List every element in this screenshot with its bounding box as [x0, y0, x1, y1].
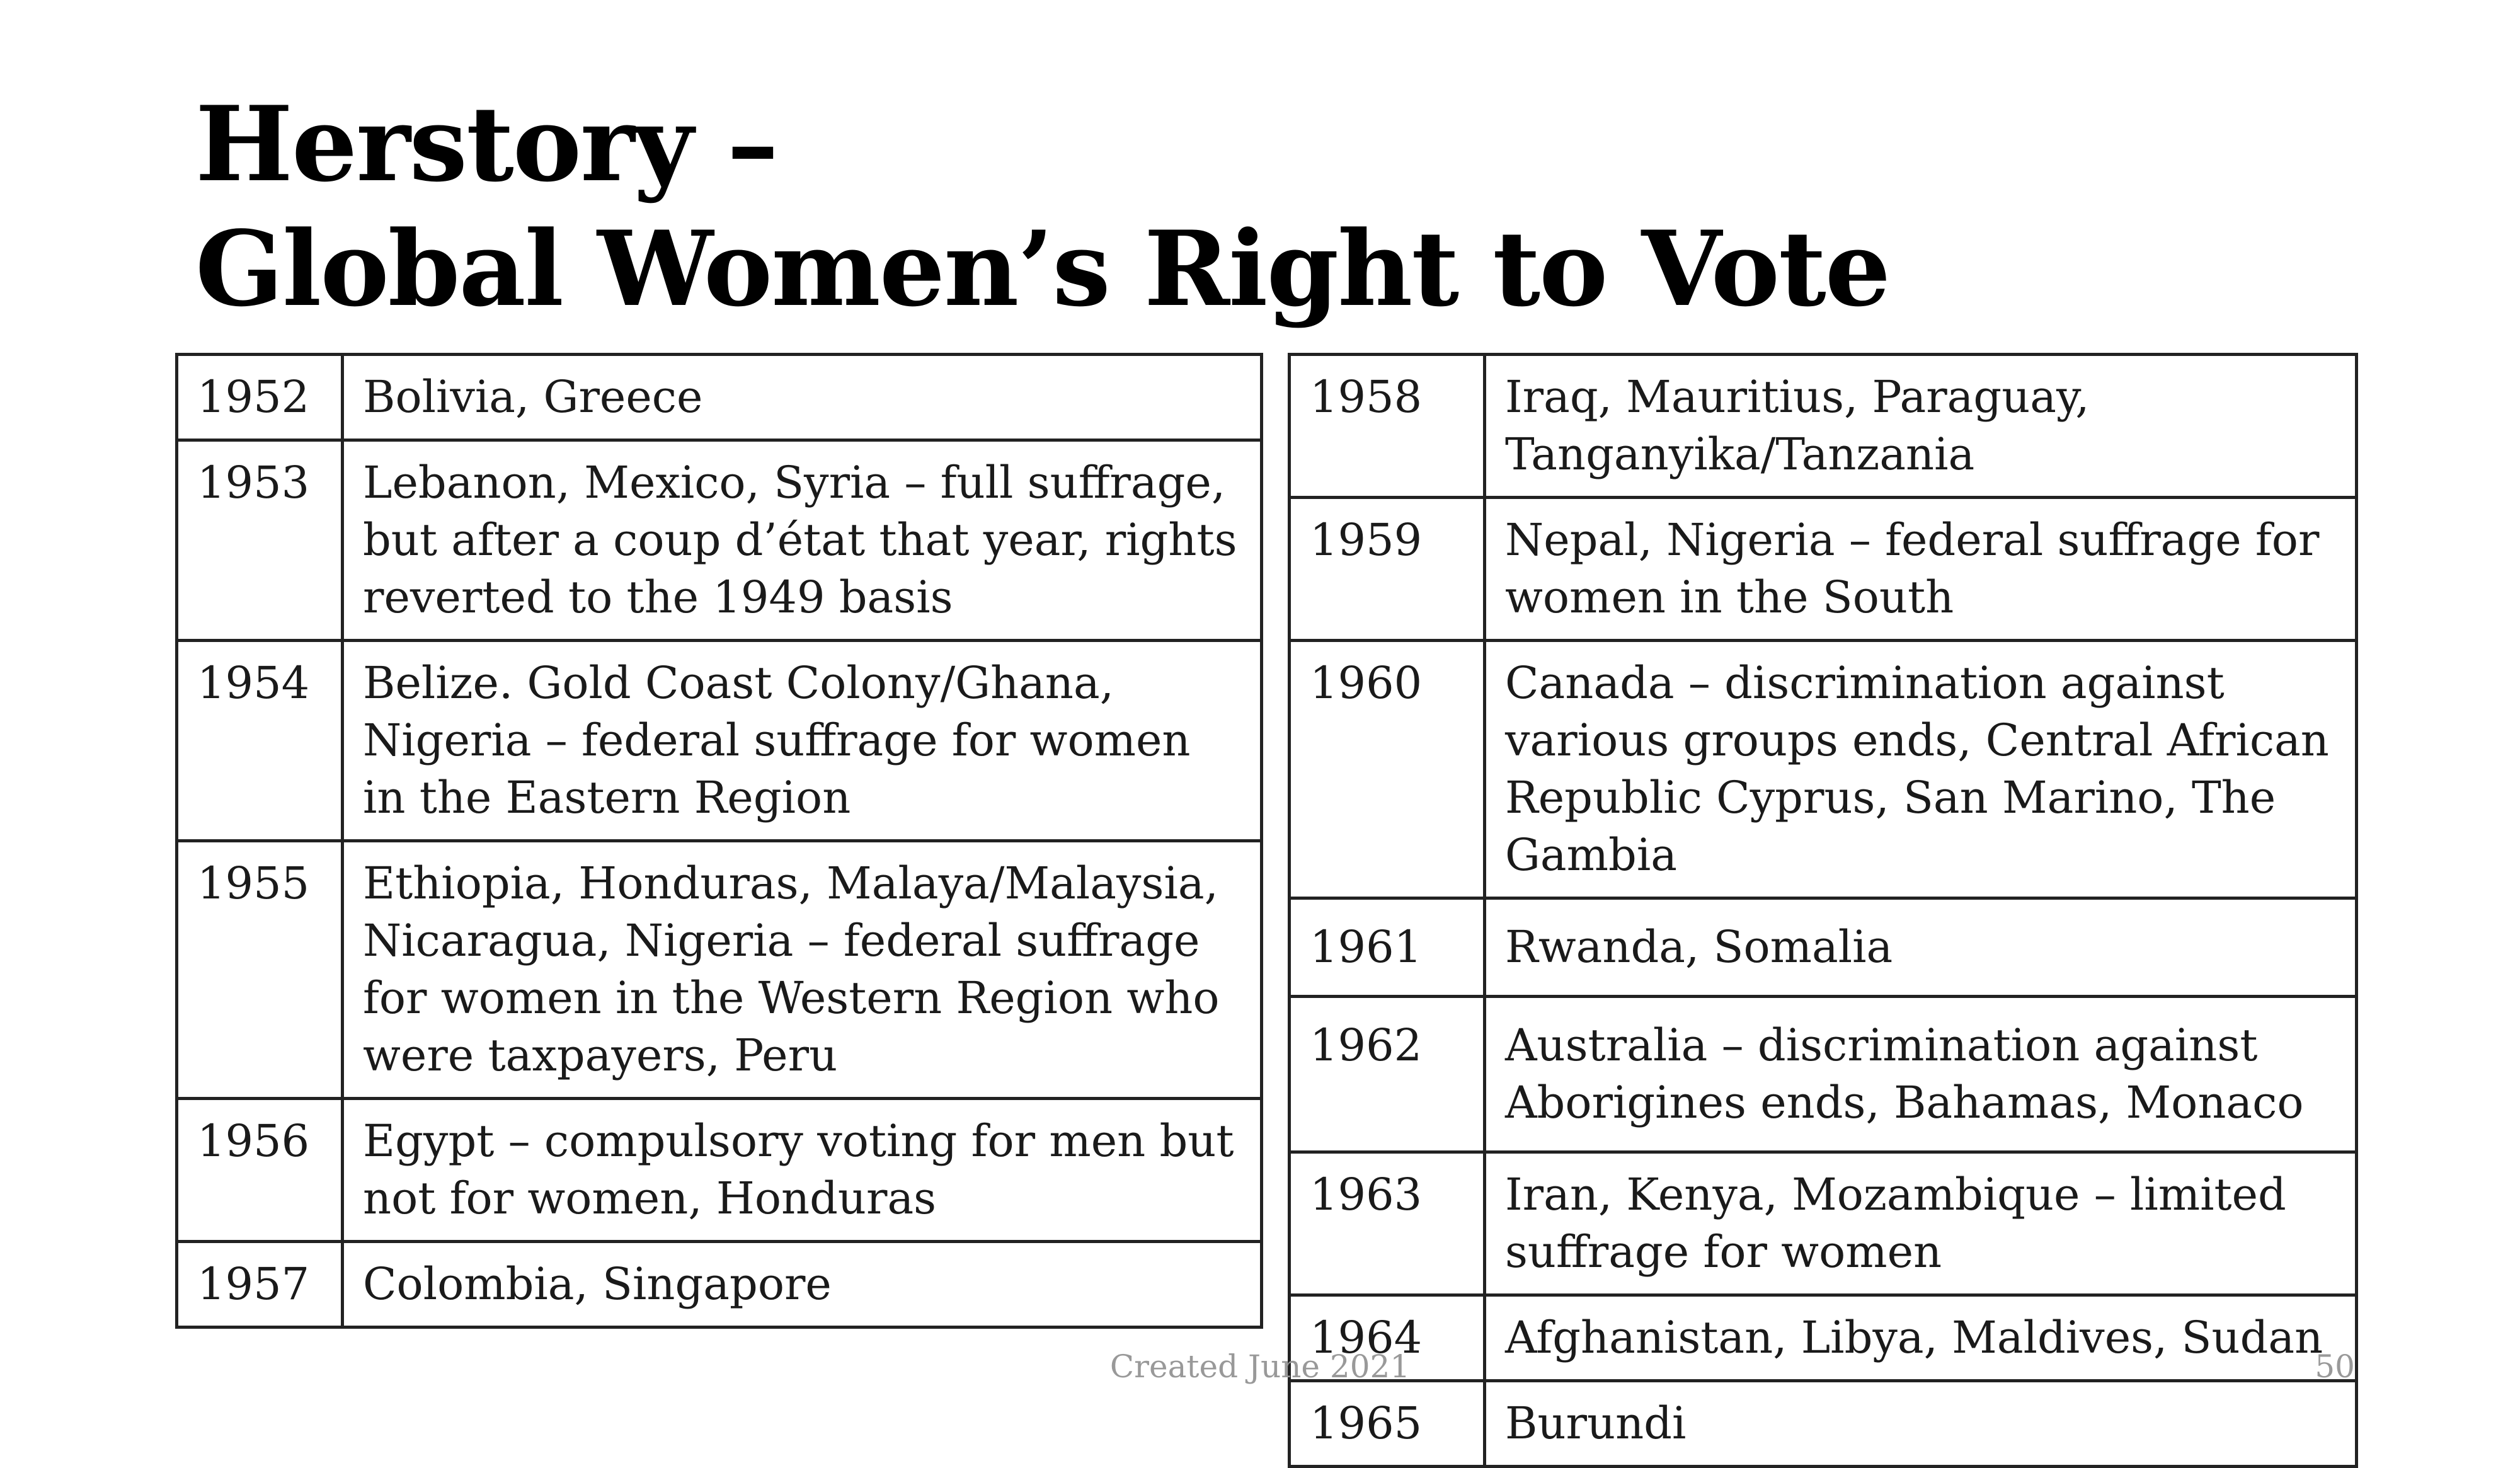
suffrage-table-right [1288, 353, 2358, 1468]
countries-cell: Bolivia, Greece [343, 355, 1262, 440]
table-row [177, 440, 1262, 641]
year-cell: 1956 [177, 1099, 343, 1242]
countries-cell: Iraq, Mauritius, Paraguay, Tanganyika/Tanzania [1485, 355, 2357, 498]
countries-cell: Ethiopia, Honduras, Malaya/Malaysia, Nicaragua, Nigeria – federal suffrage for women in the Western Region who were taxpayers, Peru [343, 841, 1262, 1099]
countries-cell: Afghanistan, Libya, Maldives, Sudan [1485, 1295, 2357, 1381]
title-line-2: Global Women’s Right to Vote [195, 208, 1890, 330]
table-row [1290, 1152, 2357, 1295]
countries-cell: Iran, Kenya, Mozambique – limited suffrage for women [1485, 1152, 2357, 1295]
year-cell: 1954 [177, 641, 343, 841]
year-cell: 1963 [1290, 1152, 1485, 1295]
footer-created-date: Created June 2021 [1109, 1348, 1411, 1385]
year-cell: 1953 [177, 440, 343, 641]
year-cell: 1965 [1290, 1381, 1485, 1467]
countries-cell: Burundi [1485, 1381, 2357, 1467]
year-cell: 1957 [177, 1242, 343, 1328]
slide-title [195, 82, 1889, 331]
page-number: 50 [2315, 1348, 2355, 1385]
table-row [177, 1242, 1262, 1328]
table-row [1290, 641, 2357, 898]
countries-cell: Nepal, Nigeria – federal suffrage for women in the South [1485, 498, 2357, 641]
year-cell: 1962 [1290, 997, 1485, 1152]
countries-cell: Canada – discrimination against various groups ends, Central African Republic Cyprus, San Marino, The Gambia [1485, 641, 2357, 898]
table-row [1290, 898, 2357, 997]
countries-cell: Rwanda, Somalia [1485, 898, 2357, 997]
year-cell: 1961 [1290, 898, 1485, 997]
table-row [1290, 355, 2357, 498]
year-cell: 1952 [177, 355, 343, 440]
table-row [177, 641, 1262, 841]
year-cell: 1958 [1290, 355, 1485, 498]
table-row [177, 1099, 1262, 1242]
table-row [1290, 997, 2357, 1152]
year-cell: 1959 [1290, 498, 1485, 641]
countries-cell: Egypt – compulsory voting for men but not for women, Honduras [343, 1099, 1262, 1242]
table-row [177, 841, 1262, 1099]
countries-cell: Australia – discrimination against Aborigines ends, Bahamas, Monaco [1485, 997, 2357, 1152]
countries-cell: Colombia, Singapore [343, 1242, 1262, 1328]
countries-cell: Lebanon, Mexico, Syria – full suffrage, but after a coup d’état that year, rights reverted to the 1949 basis [343, 440, 1262, 641]
title-line-1: Herstory – [195, 83, 777, 205]
table-row [1290, 498, 2357, 641]
year-cell: 1955 [177, 841, 343, 1099]
year-cell: 1964 [1290, 1295, 1485, 1381]
suffrage-table-left [175, 353, 1263, 1329]
year-cell: 1960 [1290, 641, 1485, 898]
table-row [1290, 1381, 2357, 1467]
countries-cell: Belize. Gold Coast Colony/Ghana, Nigeria – federal suffrage for women in the Eastern Region [343, 641, 1262, 841]
table-row [177, 355, 1262, 440]
